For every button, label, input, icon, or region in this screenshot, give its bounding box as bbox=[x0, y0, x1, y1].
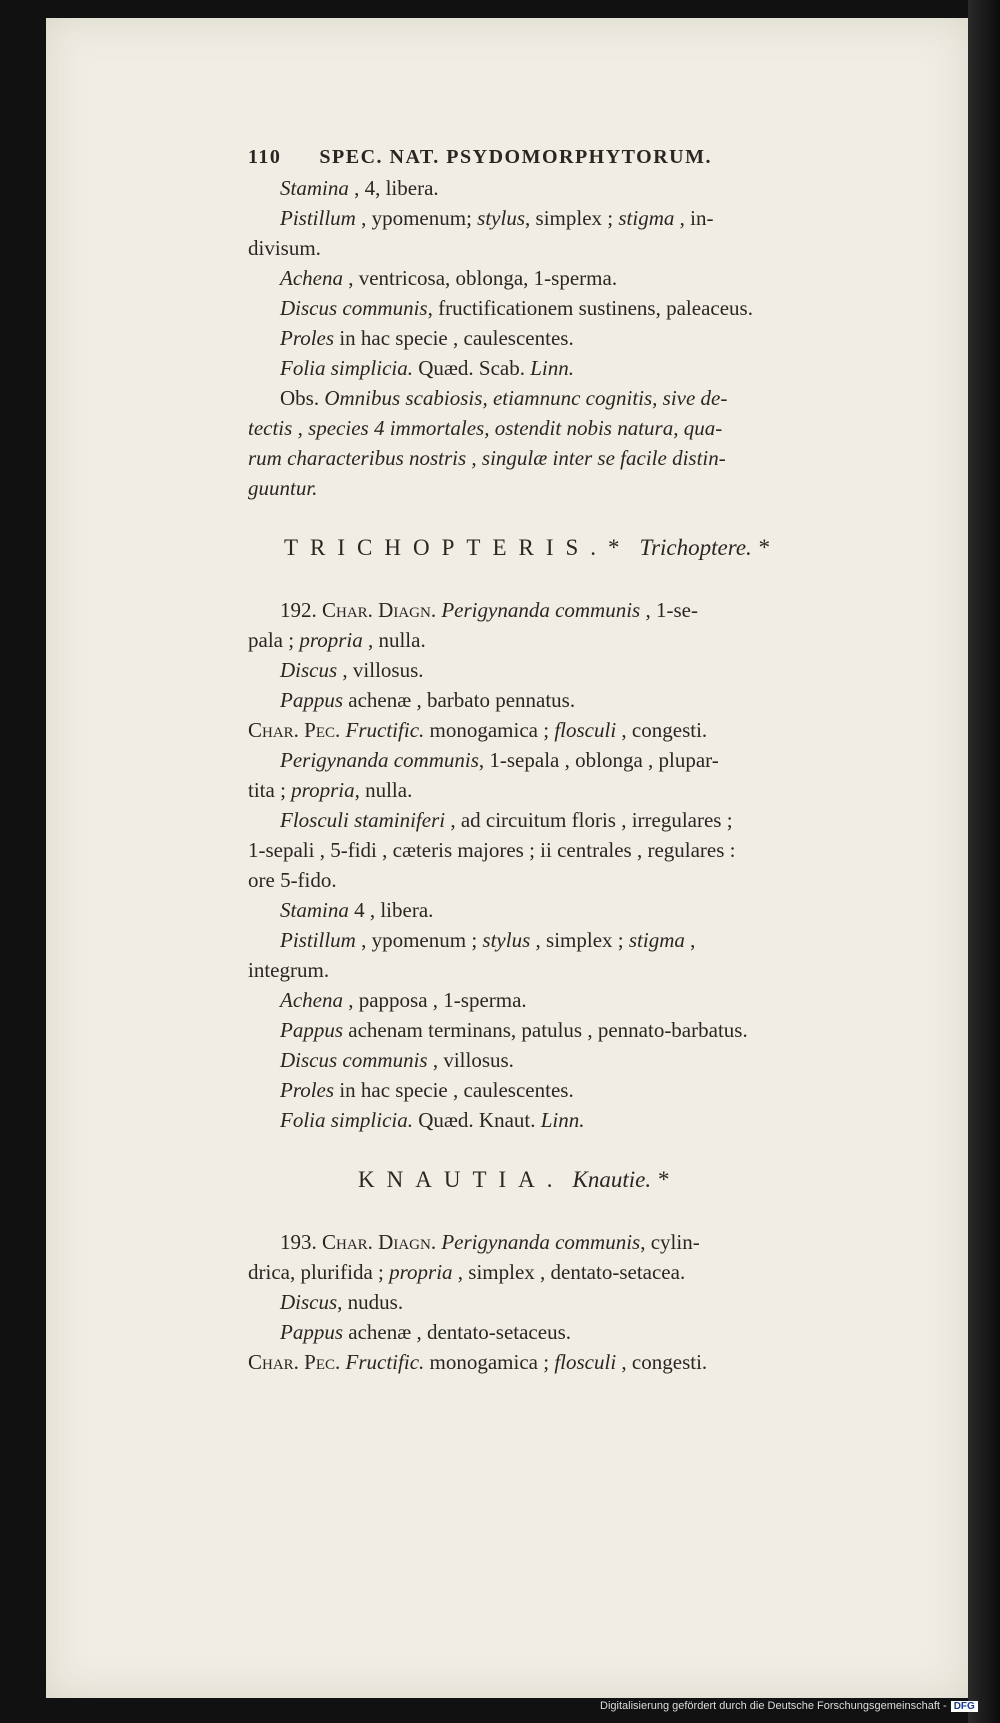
text: , 4, libera. bbox=[348, 176, 439, 200]
term: Proles bbox=[280, 1078, 335, 1102]
term: Pistillum bbox=[280, 928, 356, 952]
text-line bbox=[248, 715, 868, 745]
term: Achena bbox=[280, 266, 343, 290]
term: Perigynanda communis bbox=[280, 748, 479, 772]
text: , ypomenum; bbox=[355, 206, 478, 230]
text-line bbox=[248, 745, 868, 775]
entry-number: 192. bbox=[280, 598, 322, 622]
text-line bbox=[248, 1257, 868, 1287]
term: Fructific. bbox=[345, 1350, 425, 1374]
text-line bbox=[248, 293, 868, 323]
text-line bbox=[248, 1347, 868, 1377]
page-text bbox=[248, 146, 868, 1377]
genus-title: TRICHOPTERIS.* bbox=[284, 535, 632, 560]
text: , ventricosa, oblonga, 1-sperma. bbox=[342, 266, 618, 290]
text: , ypomenum ; bbox=[355, 928, 483, 952]
term: Proles bbox=[280, 326, 335, 350]
text-line bbox=[248, 985, 868, 1015]
text-line bbox=[248, 1075, 868, 1105]
text-line bbox=[248, 925, 868, 955]
text-line bbox=[248, 805, 868, 835]
observation-text: tectis , species 4 immortales, ostendit nobis natura, qua- bbox=[248, 416, 723, 440]
text-line bbox=[248, 353, 868, 383]
text-line bbox=[248, 1105, 868, 1135]
text-line bbox=[248, 323, 868, 353]
text-line bbox=[248, 263, 868, 293]
text: Char. Pec. bbox=[248, 718, 341, 742]
entry-number: 193. bbox=[280, 1230, 322, 1254]
text: divisum. bbox=[248, 236, 321, 260]
genus-title: KNAUTIA. bbox=[358, 1167, 565, 1192]
text: , papposa , 1-sperma. bbox=[342, 988, 527, 1012]
text: achenam terminans, patulus , pennato-barbatus. bbox=[343, 1018, 748, 1042]
text-line bbox=[248, 865, 868, 895]
entry-192 bbox=[248, 595, 868, 1135]
genus-heading-trichopteris bbox=[248, 531, 868, 565]
text: , simplex ; bbox=[525, 206, 619, 230]
text-line bbox=[248, 233, 868, 263]
running-title: SPEC. NAT. PSYDOMORPHYTORUM. bbox=[319, 146, 712, 168]
text: , nudus. bbox=[337, 1290, 404, 1314]
text: Char. Pec. bbox=[248, 1350, 341, 1374]
book-spine bbox=[968, 0, 1000, 1723]
term: Discus communis bbox=[280, 1048, 428, 1072]
term: Stamina bbox=[280, 898, 349, 922]
term: Linn. bbox=[540, 1108, 585, 1132]
term: Pappus bbox=[280, 1018, 343, 1042]
term: Perigynanda communis bbox=[441, 1230, 641, 1254]
genus-german-name: Trichoptere. * bbox=[639, 535, 770, 560]
page-number: 110 bbox=[248, 146, 282, 168]
dfg-logo: DFG bbox=[951, 1701, 978, 1712]
term: stigma bbox=[618, 206, 675, 230]
text: , congesti. bbox=[616, 1350, 708, 1374]
term: Discus communis bbox=[280, 296, 428, 320]
text: in hac specie , caulescentes. bbox=[334, 326, 574, 350]
text-line bbox=[248, 655, 868, 685]
entry-193 bbox=[248, 1227, 868, 1377]
running-header bbox=[248, 146, 868, 169]
term: Discus bbox=[280, 658, 338, 682]
text-line bbox=[248, 473, 868, 503]
text: , nulla. bbox=[354, 778, 413, 802]
term: Folia simplicia. bbox=[280, 1108, 413, 1132]
text: monogamica ; bbox=[424, 718, 555, 742]
text-line bbox=[248, 835, 868, 865]
text: integrum. bbox=[248, 958, 330, 982]
text: , congesti. bbox=[616, 718, 708, 742]
term: stylus bbox=[477, 206, 526, 230]
term: propria bbox=[291, 778, 355, 802]
text: 4 , libera. bbox=[348, 898, 434, 922]
text: , fructificationem sustinens, paleaceus. bbox=[427, 296, 753, 320]
text: achenæ , dentato-setaceus. bbox=[343, 1320, 571, 1344]
text: drica, plurifida ; bbox=[248, 1260, 390, 1284]
continued-entry bbox=[248, 173, 868, 503]
text: Char. Diagn. bbox=[322, 1230, 437, 1254]
text-line bbox=[248, 1317, 868, 1347]
term: stigma bbox=[628, 928, 685, 952]
term: Achena bbox=[280, 988, 343, 1012]
text: , nulla. bbox=[362, 628, 426, 652]
text-line bbox=[248, 895, 868, 925]
term: flosculi bbox=[554, 1350, 617, 1374]
text: pala ; bbox=[248, 628, 300, 652]
text: in hac specie , caulescentes. bbox=[334, 1078, 574, 1102]
text: , 1-sepala , oblonga , plupar- bbox=[478, 748, 719, 772]
text: , simplex , dentato-setacea. bbox=[452, 1260, 686, 1284]
text-line bbox=[248, 775, 868, 805]
text: monogamica ; bbox=[424, 1350, 555, 1374]
observation-text: guuntur. bbox=[248, 476, 318, 500]
term: Flosculi staminiferi bbox=[280, 808, 446, 832]
term: propria bbox=[299, 628, 363, 652]
text: , bbox=[684, 928, 696, 952]
term: flosculi bbox=[554, 718, 617, 742]
text-line bbox=[248, 595, 868, 625]
term: Pappus bbox=[280, 688, 343, 712]
text-line bbox=[248, 443, 868, 473]
text: achenæ , barbato pennatus. bbox=[343, 688, 576, 712]
text: 1-sepali , 5-fidi , cæteris majores ; ii centrales , regulares : bbox=[248, 838, 736, 862]
text-line bbox=[248, 1227, 868, 1257]
term: propria bbox=[389, 1260, 453, 1284]
text-line bbox=[248, 1045, 868, 1075]
term: Linn. bbox=[530, 356, 575, 380]
text-line bbox=[248, 955, 868, 985]
text-line bbox=[248, 383, 868, 413]
text: ore 5-fido. bbox=[248, 868, 337, 892]
footer-text: Digitalisierung gefördert durch die Deutsche Forschungsgemeinschaft - bbox=[600, 1700, 947, 1712]
term: Fructific. bbox=[345, 718, 425, 742]
term: Pistillum bbox=[280, 206, 356, 230]
text: , 1-se- bbox=[640, 598, 698, 622]
text-line bbox=[248, 1287, 868, 1317]
term: Stamina bbox=[280, 176, 349, 200]
genus-german-name: Knautie. * bbox=[572, 1167, 669, 1192]
text: , cylin- bbox=[640, 1230, 700, 1254]
text: , villosus. bbox=[337, 658, 424, 682]
text-line bbox=[248, 173, 868, 203]
observation-text: rum characteribus nostris , singulæ inter se facile distin- bbox=[248, 446, 726, 470]
text-line bbox=[248, 685, 868, 715]
text-line bbox=[248, 625, 868, 655]
text-line bbox=[248, 413, 868, 443]
term: Perigynanda communis bbox=[441, 598, 641, 622]
text: , ad circuitum floris , irregulares ; bbox=[445, 808, 733, 832]
text: , villosus. bbox=[427, 1048, 514, 1072]
digitization-footer bbox=[600, 1700, 978, 1712]
term: Folia simplicia. bbox=[280, 356, 413, 380]
text-line bbox=[248, 203, 868, 233]
term: stylus bbox=[482, 928, 531, 952]
text: Quæd. Knaut. bbox=[413, 1108, 541, 1132]
genus-heading-knautia bbox=[248, 1163, 868, 1197]
text: tita ; bbox=[248, 778, 292, 802]
term: Discus bbox=[280, 1290, 338, 1314]
text: , simplex ; bbox=[530, 928, 629, 952]
text: , in- bbox=[674, 206, 714, 230]
term: Pappus bbox=[280, 1320, 343, 1344]
text-line bbox=[248, 1015, 868, 1045]
text: Char. Diagn. bbox=[322, 598, 437, 622]
text: Obs. bbox=[280, 386, 325, 410]
text: Quæd. Scab. bbox=[413, 356, 531, 380]
observation-text: Omnibus scabiosis, etiamnunc cognitis, sive de- bbox=[324, 386, 728, 410]
